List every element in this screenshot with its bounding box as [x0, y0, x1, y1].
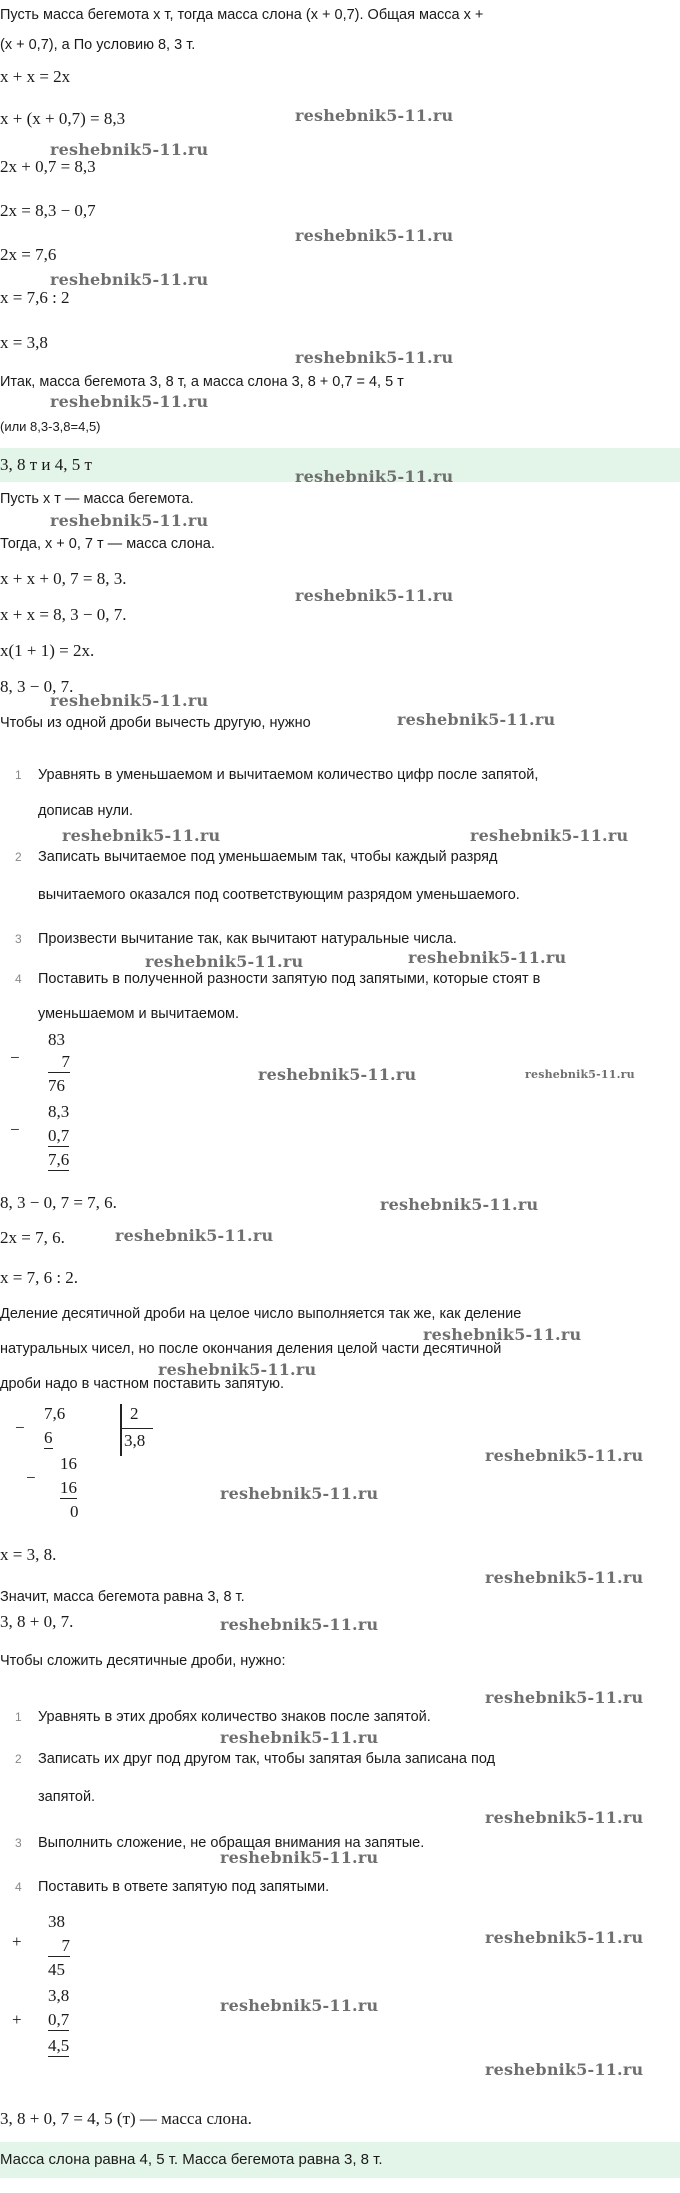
watermark: reshebnik5-11.ru — [380, 1195, 539, 1214]
equation: x + x + 0, 7 = 8, 3. — [0, 569, 127, 588]
list-item-cont: вычитаемого оказался под соответствующим разрядом уменьшаемого. — [38, 887, 520, 903]
watermark: reshebnik5-11.ru — [525, 1068, 635, 1081]
list-item: Записать их друг под другом так, чтобы запятая была записана под — [38, 1751, 496, 1767]
minus-sign: − — [26, 1468, 36, 1487]
list-number: 2 — [15, 850, 22, 864]
equation: x + x = 2x — [0, 67, 71, 86]
paragraph: Деление десятичной дроби на целое число выполняется так же, как деление — [0, 1306, 522, 1322]
subtrahend: 7 — [48, 1052, 70, 1073]
equation: 2x = 7, 6. — [0, 1228, 65, 1247]
division-bar — [120, 1404, 122, 1456]
list-number: 4 — [15, 1880, 22, 1894]
watermark: reshebnik5-11.ru — [485, 1446, 644, 1465]
dividend: 7,6 — [44, 1404, 66, 1423]
divisor-line — [121, 1428, 153, 1429]
list-item-cont: запятой. — [38, 1789, 96, 1805]
equation: x = 7, 6 : 2. — [0, 1268, 79, 1287]
minus-sign: − — [15, 1418, 25, 1437]
list-item: Выполнить сложение, не обращая внимания на запятые. — [38, 1835, 425, 1851]
intro-line-1: Пусть масса бегемота x т, тогда масса слона (x + 0,7). Общая масса x + — [0, 7, 484, 23]
plus-sign: + — [12, 1932, 22, 1951]
watermark: reshebnik5-11.ru — [220, 1484, 379, 1503]
list-number: 1 — [15, 768, 22, 782]
watermark: reshebnik5-11.ru — [62, 826, 221, 845]
addend: 3,8 — [48, 1986, 70, 2005]
watermark: reshebnik5-11.ru — [220, 1615, 379, 1634]
rule-intro: Чтобы сложить десятичные дроби, нужно: — [0, 1653, 286, 1669]
list-number: 3 — [15, 932, 22, 946]
list-item: Произвести вычитание так, как вычитают натуральные числа. — [38, 931, 457, 947]
list-number: 4 — [15, 972, 22, 986]
watermark: reshebnik5-11.ru — [423, 1325, 582, 1344]
list-item: Уравнять в этих дробях количество знаков после запятой. — [38, 1709, 431, 1725]
watermark: reshebnik5-11.ru — [295, 467, 454, 486]
equation: x + x = 8, 3 − 0, 7. — [0, 605, 127, 624]
equation: x = 7,6 : 2 — [0, 288, 70, 307]
sum: 4,5 — [48, 2036, 70, 2055]
watermark: reshebnik5-11.ru — [50, 140, 209, 159]
watermark: reshebnik5-11.ru — [295, 348, 454, 367]
watermark: reshebnik5-11.ru — [220, 1728, 379, 1747]
first-product: 6 — [44, 1428, 53, 1447]
watermark: reshebnik5-11.ru — [485, 1568, 644, 1587]
paragraph: Тогда, x + 0, 7 т — масса слона. — [0, 536, 215, 552]
equation: 3, 8 + 0, 7 = 4, 5 (т) — масса слона. — [0, 2109, 252, 2128]
equation: 2x = 8,3 − 0,7 — [0, 201, 96, 220]
divisor: 2 — [130, 1404, 139, 1423]
watermark: reshebnik5-11.ru — [220, 1848, 379, 1867]
rule-intro: Чтобы из одной дроби вычесть другую, нужно — [0, 715, 311, 731]
final-answer: Масса слона равна 4, 5 т. Масса бегемота равна 3, 8 т. — [0, 2151, 383, 2168]
watermark: reshebnik5-11.ru — [158, 1360, 317, 1379]
remainder: 16 — [60, 1454, 77, 1473]
equation: 8, 3 − 0, 7. — [0, 677, 74, 696]
sum: 45 — [48, 1960, 65, 1979]
equation: 8, 3 − 0, 7 = 7, 6. — [0, 1193, 117, 1212]
difference: 76 — [48, 1076, 65, 1095]
minuend: 8,3 — [48, 1102, 70, 1121]
watermark: reshebnik5-11.ru — [145, 952, 304, 971]
list-item: Поставить в полученной разности запятую под запятыми, которые стоят в — [38, 971, 541, 987]
minuend: 83 — [48, 1030, 65, 1049]
answer-1: 3, 8 т и 4, 5 т — [0, 455, 92, 474]
watermark: reshebnik5-11.ru — [50, 392, 209, 411]
watermark: reshebnik5-11.ru — [485, 2060, 644, 2079]
equation: x + (x + 0,7) = 8,3 — [0, 109, 126, 128]
watermark: reshebnik5-11.ru — [295, 586, 454, 605]
list-item: Уравнять в уменьшаемом и вычитаемом количество цифр после запятой, — [38, 767, 539, 783]
alt-solution: (или 8,3-3,8=4,5) — [0, 419, 101, 434]
list-number: 3 — [15, 1836, 22, 1850]
list-item-cont: дописав нули. — [38, 803, 134, 819]
list-item-cont: уменьшаемом и вычитаемом. — [38, 1006, 240, 1022]
paragraph: дроби надо в частном поставить запятую. — [0, 1376, 285, 1392]
addend: 0,7 — [48, 2010, 70, 2029]
equation: x(1 + 1) = 2x. — [0, 641, 95, 660]
list-item: Поставить в ответе запятую под запятыми. — [38, 1879, 330, 1895]
watermark: reshebnik5-11.ru — [295, 226, 454, 245]
subtrahend: 0,7 — [48, 1126, 70, 1145]
watermark: reshebnik5-11.ru — [485, 1808, 644, 1827]
watermark: reshebnik5-11.ru — [485, 1928, 644, 1947]
watermark: reshebnik5-11.ru — [115, 1226, 274, 1245]
result-text: Итак, масса бегемота 3, 8 т, а масса слона 3, 8 + 0,7 = 4, 5 т — [0, 374, 404, 390]
watermark: reshebnik5-11.ru — [470, 826, 629, 845]
minus-sign: − — [10, 1048, 20, 1067]
watermark: reshebnik5-11.ru — [295, 106, 454, 125]
quotient: 3,8 — [124, 1431, 146, 1450]
paragraph: Значит, масса бегемота равна 3, 8 т. — [0, 1589, 245, 1605]
paragraph: натуральных чисел, но после окончания деления целой части десятичной — [0, 1341, 502, 1357]
watermark: reshebnik5-11.ru — [397, 710, 556, 729]
list-item: Записать вычитаемое под уменьшаемым так, чтобы каждый разряд — [38, 849, 498, 865]
intro-line-2: (x + 0,7), а По условию 8, 3 т. — [0, 37, 196, 53]
addend: 38 — [48, 1912, 65, 1931]
equation: 2x + 0,7 = 8,3 — [0, 157, 96, 176]
minus-sign: − — [10, 1120, 20, 1139]
equation: 3, 8 + 0, 7. — [0, 1612, 74, 1631]
watermark: reshebnik5-11.ru — [258, 1065, 417, 1084]
watermark: reshebnik5-11.ru — [408, 948, 567, 967]
addend: 7 — [48, 1936, 70, 1957]
watermark: reshebnik5-11.ru — [50, 691, 209, 710]
list-number: 1 — [15, 1710, 22, 1724]
watermark: reshebnik5-11.ru — [50, 511, 209, 530]
list-number: 2 — [15, 1752, 22, 1766]
equation: 2x = 7,6 — [0, 245, 57, 264]
equation: x = 3, 8. — [0, 1545, 57, 1564]
watermark: reshebnik5-11.ru — [50, 270, 209, 289]
plus-sign: + — [12, 2010, 22, 2029]
paragraph: Пусть x т — масса бегемота. — [0, 491, 194, 507]
equation: x = 3,8 — [0, 333, 48, 352]
second-product: 16 — [60, 1478, 77, 1497]
watermark: reshebnik5-11.ru — [485, 1688, 644, 1707]
final-remainder: 0 — [70, 1502, 79, 1521]
watermark: reshebnik5-11.ru — [220, 1996, 379, 2015]
difference: 7,6 — [48, 1150, 70, 1169]
